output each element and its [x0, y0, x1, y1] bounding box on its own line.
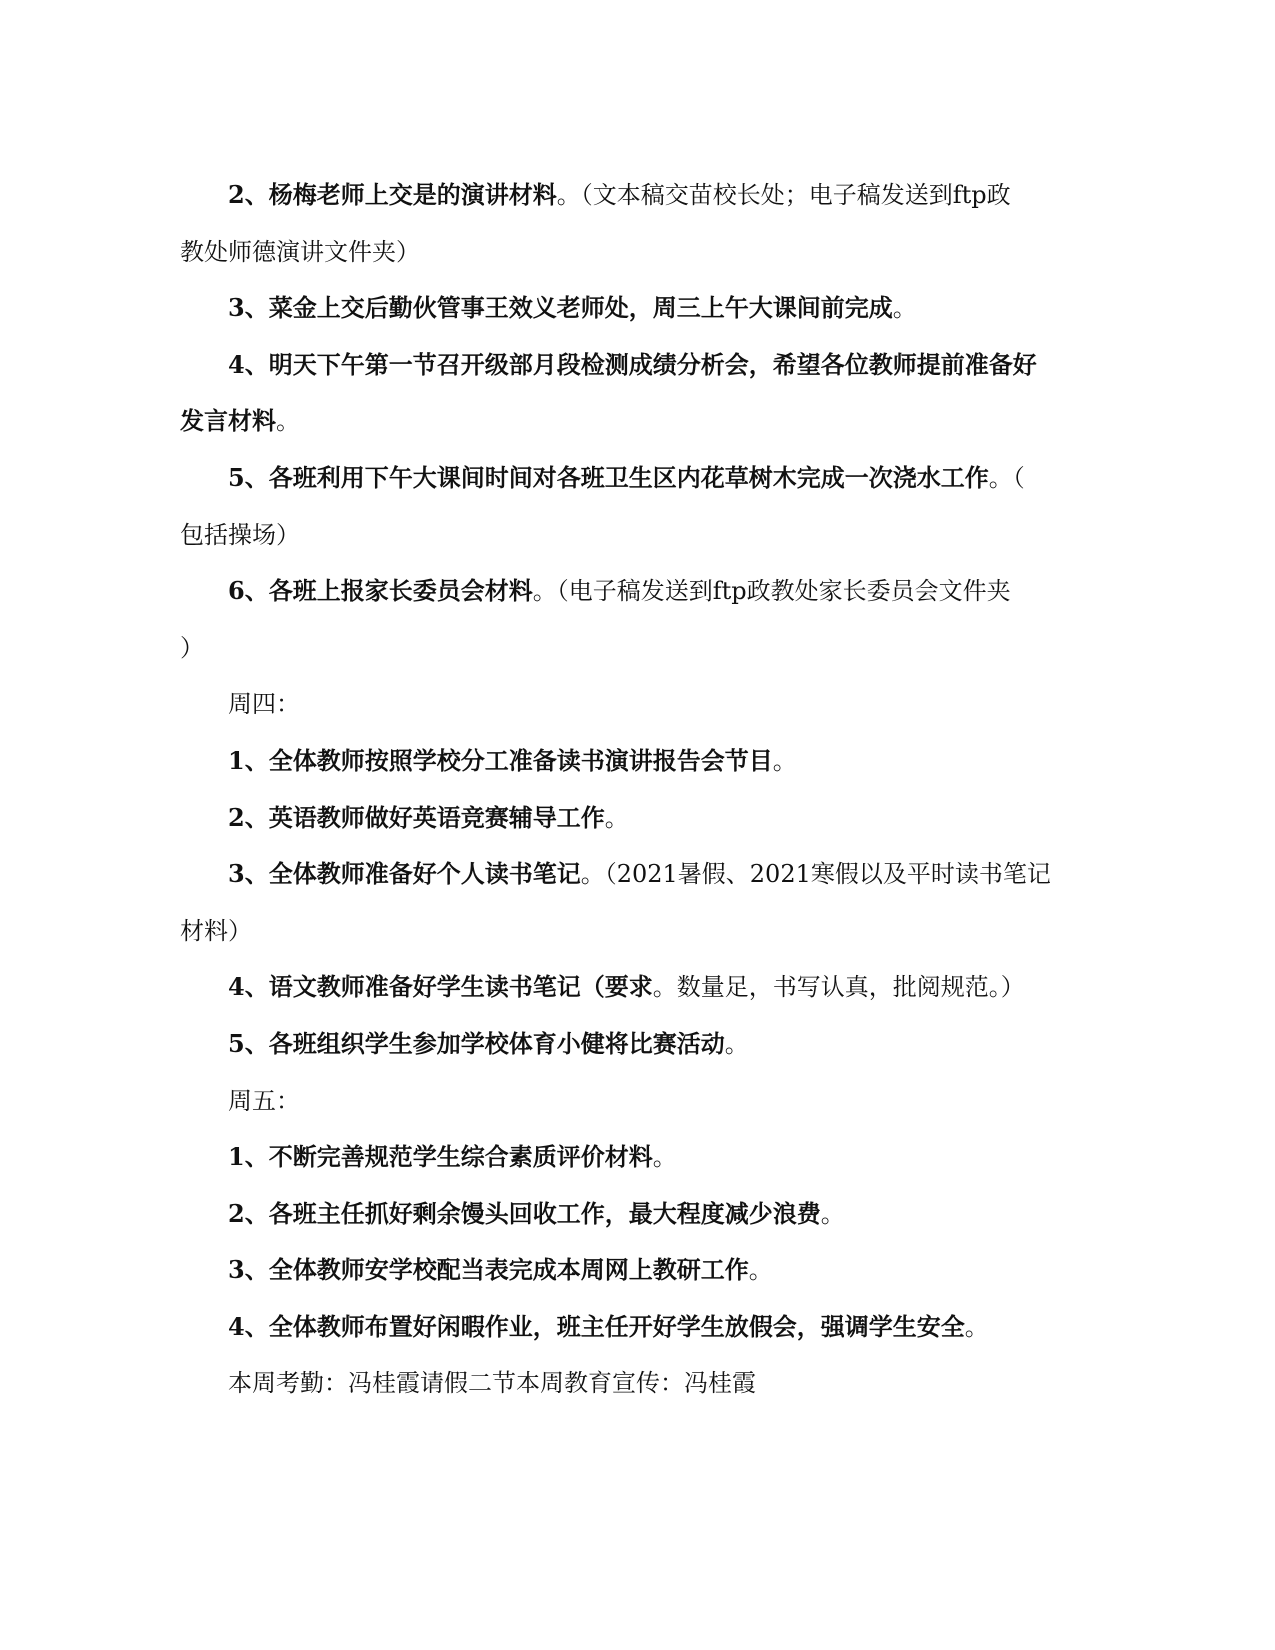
item-punct: 。 [772, 746, 797, 775]
item-text: 4、语文教师准备好学生读书笔记（要求 [228, 972, 653, 1002]
item-note: 包括操场） [180, 520, 300, 549]
item-text: 6、各班上报家长委员会材料 [228, 576, 533, 606]
item-text: 2、英语教师做好英语竞赛辅导工作 [228, 802, 605, 832]
paragraph-continuation [180, 507, 1060, 564]
document-body [180, 167, 1060, 1412]
item-note: 。（ [988, 463, 1025, 492]
thursday-item-2 [180, 790, 1060, 847]
thursday-item-4 [180, 959, 1060, 1016]
thursday-item-1 [180, 733, 1060, 790]
item-text: 1、全体教师按照学校分工准备读书演讲报告会节目 [228, 745, 773, 775]
section-heading-friday [180, 1073, 1060, 1130]
friday-item-3 [180, 1242, 1060, 1299]
item-punct: 。 [652, 1143, 677, 1172]
item-text: 3、全体教师安学校配当表完成本周网上教研工作 [228, 1255, 749, 1285]
item-punct: 。 [604, 803, 629, 832]
item-note: ） [180, 633, 204, 662]
paragraph-item-6 [180, 563, 1060, 620]
item-text: 2、杨梅老师上交是的演讲材料 [228, 180, 557, 209]
item-punct: 。 [748, 1256, 773, 1285]
attendance-footer [180, 1355, 1060, 1412]
item-text: 4、全体教师布置好闲暇作业，班主任开好学生放假会，强调学生安全 [228, 1311, 965, 1341]
paragraph-continuation [180, 620, 1060, 677]
footer-text: 本周考勤：冯桂霞请假二节本周教育宣传：冯桂霞 [228, 1369, 756, 1398]
paragraph-item-5 [180, 450, 1060, 507]
thursday-item-5 [180, 1016, 1060, 1073]
item-punct: 。 [724, 1029, 749, 1058]
item-note: 教处师德演讲文件夹） [180, 237, 420, 266]
item-punct: 。 [276, 407, 300, 436]
friday-item-1 [180, 1129, 1060, 1186]
item-punct: 。 [820, 1199, 845, 1228]
paragraph-item-2 [180, 167, 1060, 224]
friday-item-4 [180, 1299, 1060, 1356]
item-text: 5、各班组织学生参加学校体育小健将比赛活动 [228, 1028, 725, 1058]
item-note: 。（2021暑假、2021寒假以及平时读书笔记 [580, 860, 1051, 889]
item-punct: 。 [892, 294, 917, 323]
thursday-item-3 [180, 846, 1060, 903]
item-text: 4、明天下午第一节召开级部月段检测成绩分析会，希望各位教师提前准备好 [228, 349, 1037, 379]
item-text: 5、各班利用下午大课间时间对各班卫生区内花草树木完成一次浇水工作 [228, 462, 989, 492]
section-heading-thursday [180, 676, 1060, 733]
paragraph-item-3 [180, 280, 1060, 337]
item-text: 1、不断完善规范学生综合素质评价材料 [228, 1142, 653, 1172]
item-note: 。数量足，书写认真，批阅规范。） [652, 973, 1025, 1002]
item-note: 。（电子稿发送到ftp政教处家长委员会文件夹 [532, 577, 1011, 606]
paragraph-item-4 [180, 337, 1060, 394]
paragraph-continuation [180, 903, 1060, 960]
item-text: 发言材料 [180, 406, 276, 436]
friday-item-2 [180, 1186, 1060, 1243]
item-note: 。（文本稿交苗校长处；电子稿发送到ftp政 [556, 181, 1011, 209]
paragraph-continuation [180, 393, 1060, 450]
item-text: 3、菜金上交后勤伙管事王效义老师处，周三上午大课间前完成 [228, 293, 893, 323]
item-text: 2、各班主任抓好剩余馒头回收工作，最大程度减少浪费 [228, 1198, 821, 1228]
item-text: 3、全体教师准备好个人读书笔记 [228, 859, 581, 889]
item-note: 材料） [180, 916, 252, 945]
item-punct: 。 [964, 1312, 989, 1341]
heading-text: 周四： [228, 690, 300, 719]
paragraph-continuation [180, 224, 1060, 281]
heading-text: 周五： [228, 1086, 300, 1115]
